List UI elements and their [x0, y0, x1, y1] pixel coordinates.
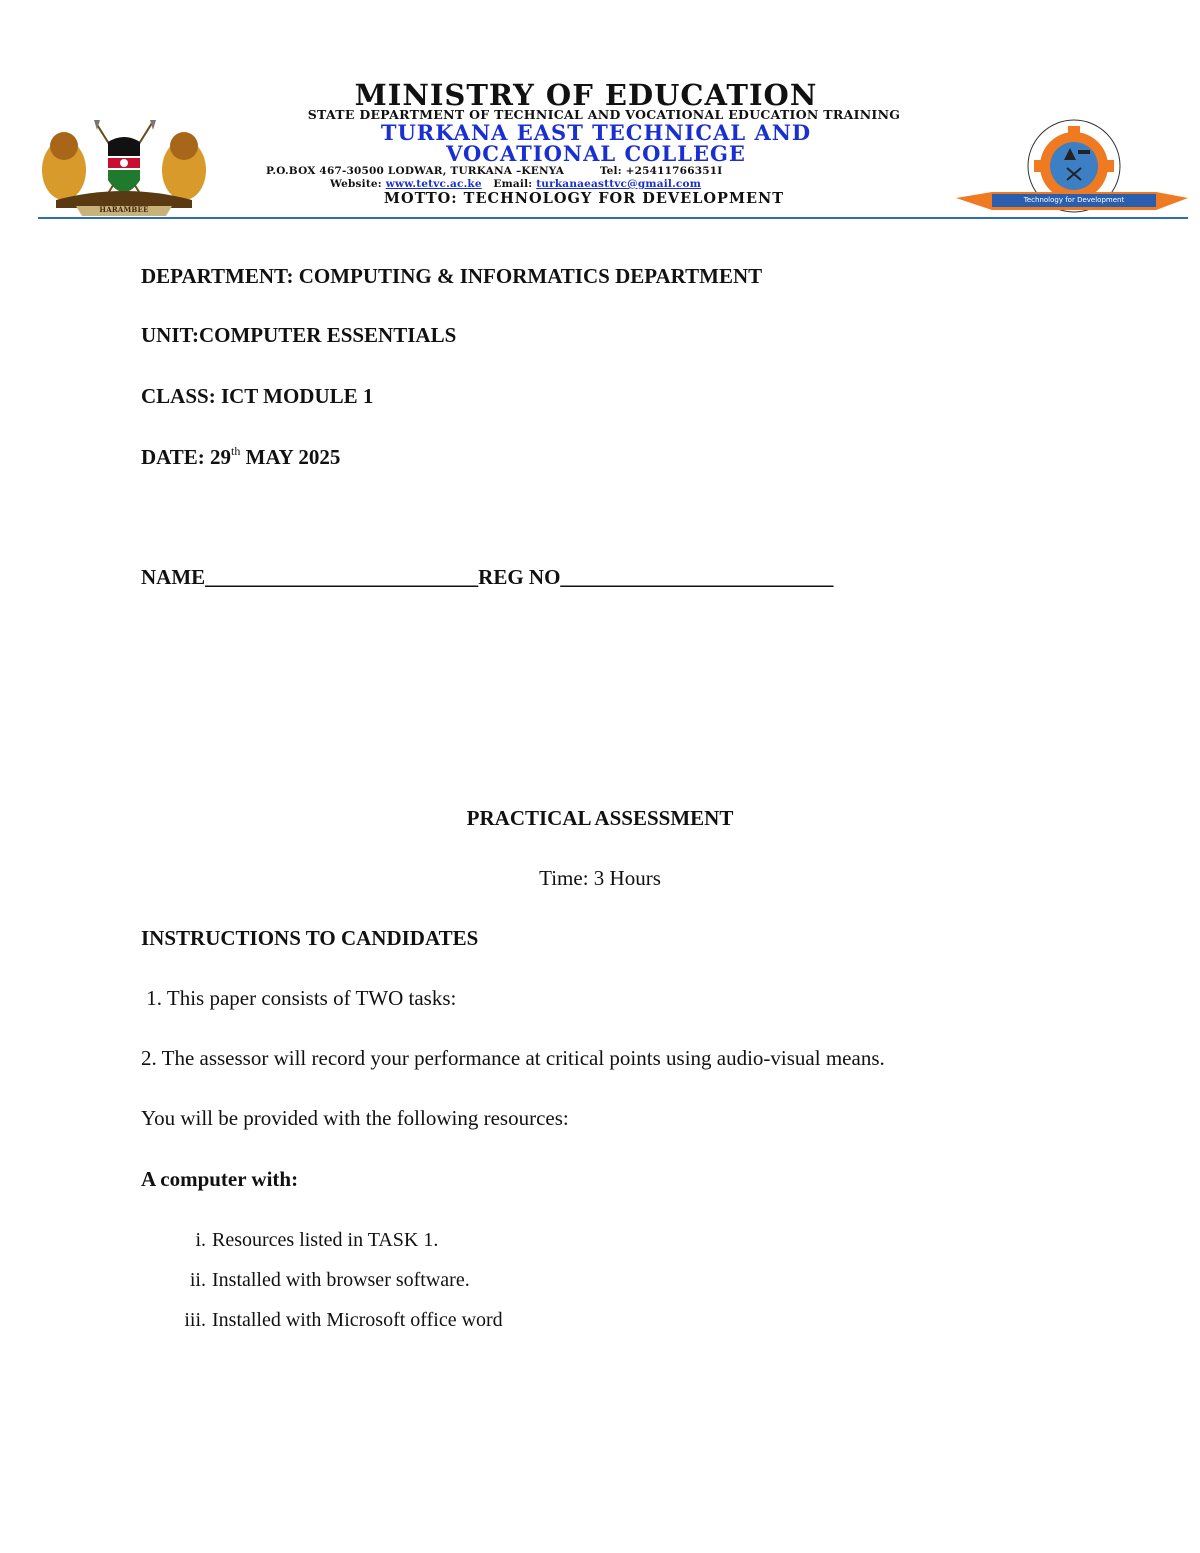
list-item: [140, 1228, 438, 1252]
coat-of-arms-motto: HARAMBEE: [99, 205, 149, 214]
email-link[interactable]: turkanaeasttvc@gmail.com: [536, 178, 702, 190]
college-name-line2: VOCATIONAL COLLEGE: [446, 141, 746, 166]
list-item-text: Installed with Microsoft office word: [212, 1309, 503, 1331]
list-item-text: Installed with browser software.: [212, 1269, 470, 1291]
ministry-title: MINISTRY OF EDUCATION: [354, 78, 818, 112]
list-item-number: i.: [195, 1229, 206, 1251]
assessment-title: PRACTICAL ASSESSMENT: [466, 806, 734, 830]
instruction-2: 2. The assessor will record your performance at critical points using audio-visual means.: [141, 1046, 885, 1070]
date-line: [141, 445, 340, 469]
list-item-number: ii.: [189, 1269, 206, 1291]
date-prefix: DATE: 29: [141, 445, 232, 469]
department-line: DEPARTMENT: COMPUTING & INFORMATICS DEPARTMENT: [141, 264, 763, 288]
motto: MOTTO: TECHNOLOGY FOR DEVELOPMENT: [383, 190, 785, 207]
assessment-time: Time: 3 Hours: [539, 866, 661, 890]
college-name-line1: TURKANA EAST TECHNICAL AND: [380, 120, 812, 145]
website-link[interactable]: www.tetvc.ac.ke: [385, 178, 482, 190]
date-ordinal: th: [231, 444, 241, 458]
letterhead-divider: [38, 217, 1188, 219]
instructions-heading: INSTRUCTIONS TO CANDIDATES: [141, 926, 479, 950]
website-label: Website:: [330, 178, 382, 190]
computer-with-heading: A computer with:: [141, 1167, 299, 1191]
list-item-number: iii.: [184, 1309, 206, 1331]
unit-line: UNIT:COMPUTER ESSENTIALS: [141, 323, 457, 347]
contact-line: [330, 178, 701, 190]
list-item: [140, 1308, 503, 1332]
college-logo-banner: Technology for Development: [1023, 196, 1125, 204]
list-item: [140, 1268, 470, 1292]
address: P.O.BOX 467-30500 LODWAR, TURKANA –KENYA: [266, 165, 565, 177]
resources-intro: You will be provided with the following resources:: [141, 1106, 569, 1130]
state-department: STATE DEPARTMENT OF TECHNICAL AND VOCATIONAL EDUCATION TRAINING: [307, 107, 901, 122]
date-suffix: MAY 2025: [240, 445, 341, 469]
email-label: Email:: [493, 178, 533, 190]
class-line: CLASS: ICT MODULE 1: [141, 384, 374, 408]
instruction-1: 1. This paper consists of TWO tasks:: [141, 986, 457, 1010]
name-regno-line: NAME__________________________REG NO__________________________: [141, 565, 834, 589]
telephone: Tel: +25411766351I: [599, 165, 723, 177]
list-item-text: Resources listed in TASK 1.: [212, 1229, 439, 1251]
address-line: [266, 165, 722, 177]
